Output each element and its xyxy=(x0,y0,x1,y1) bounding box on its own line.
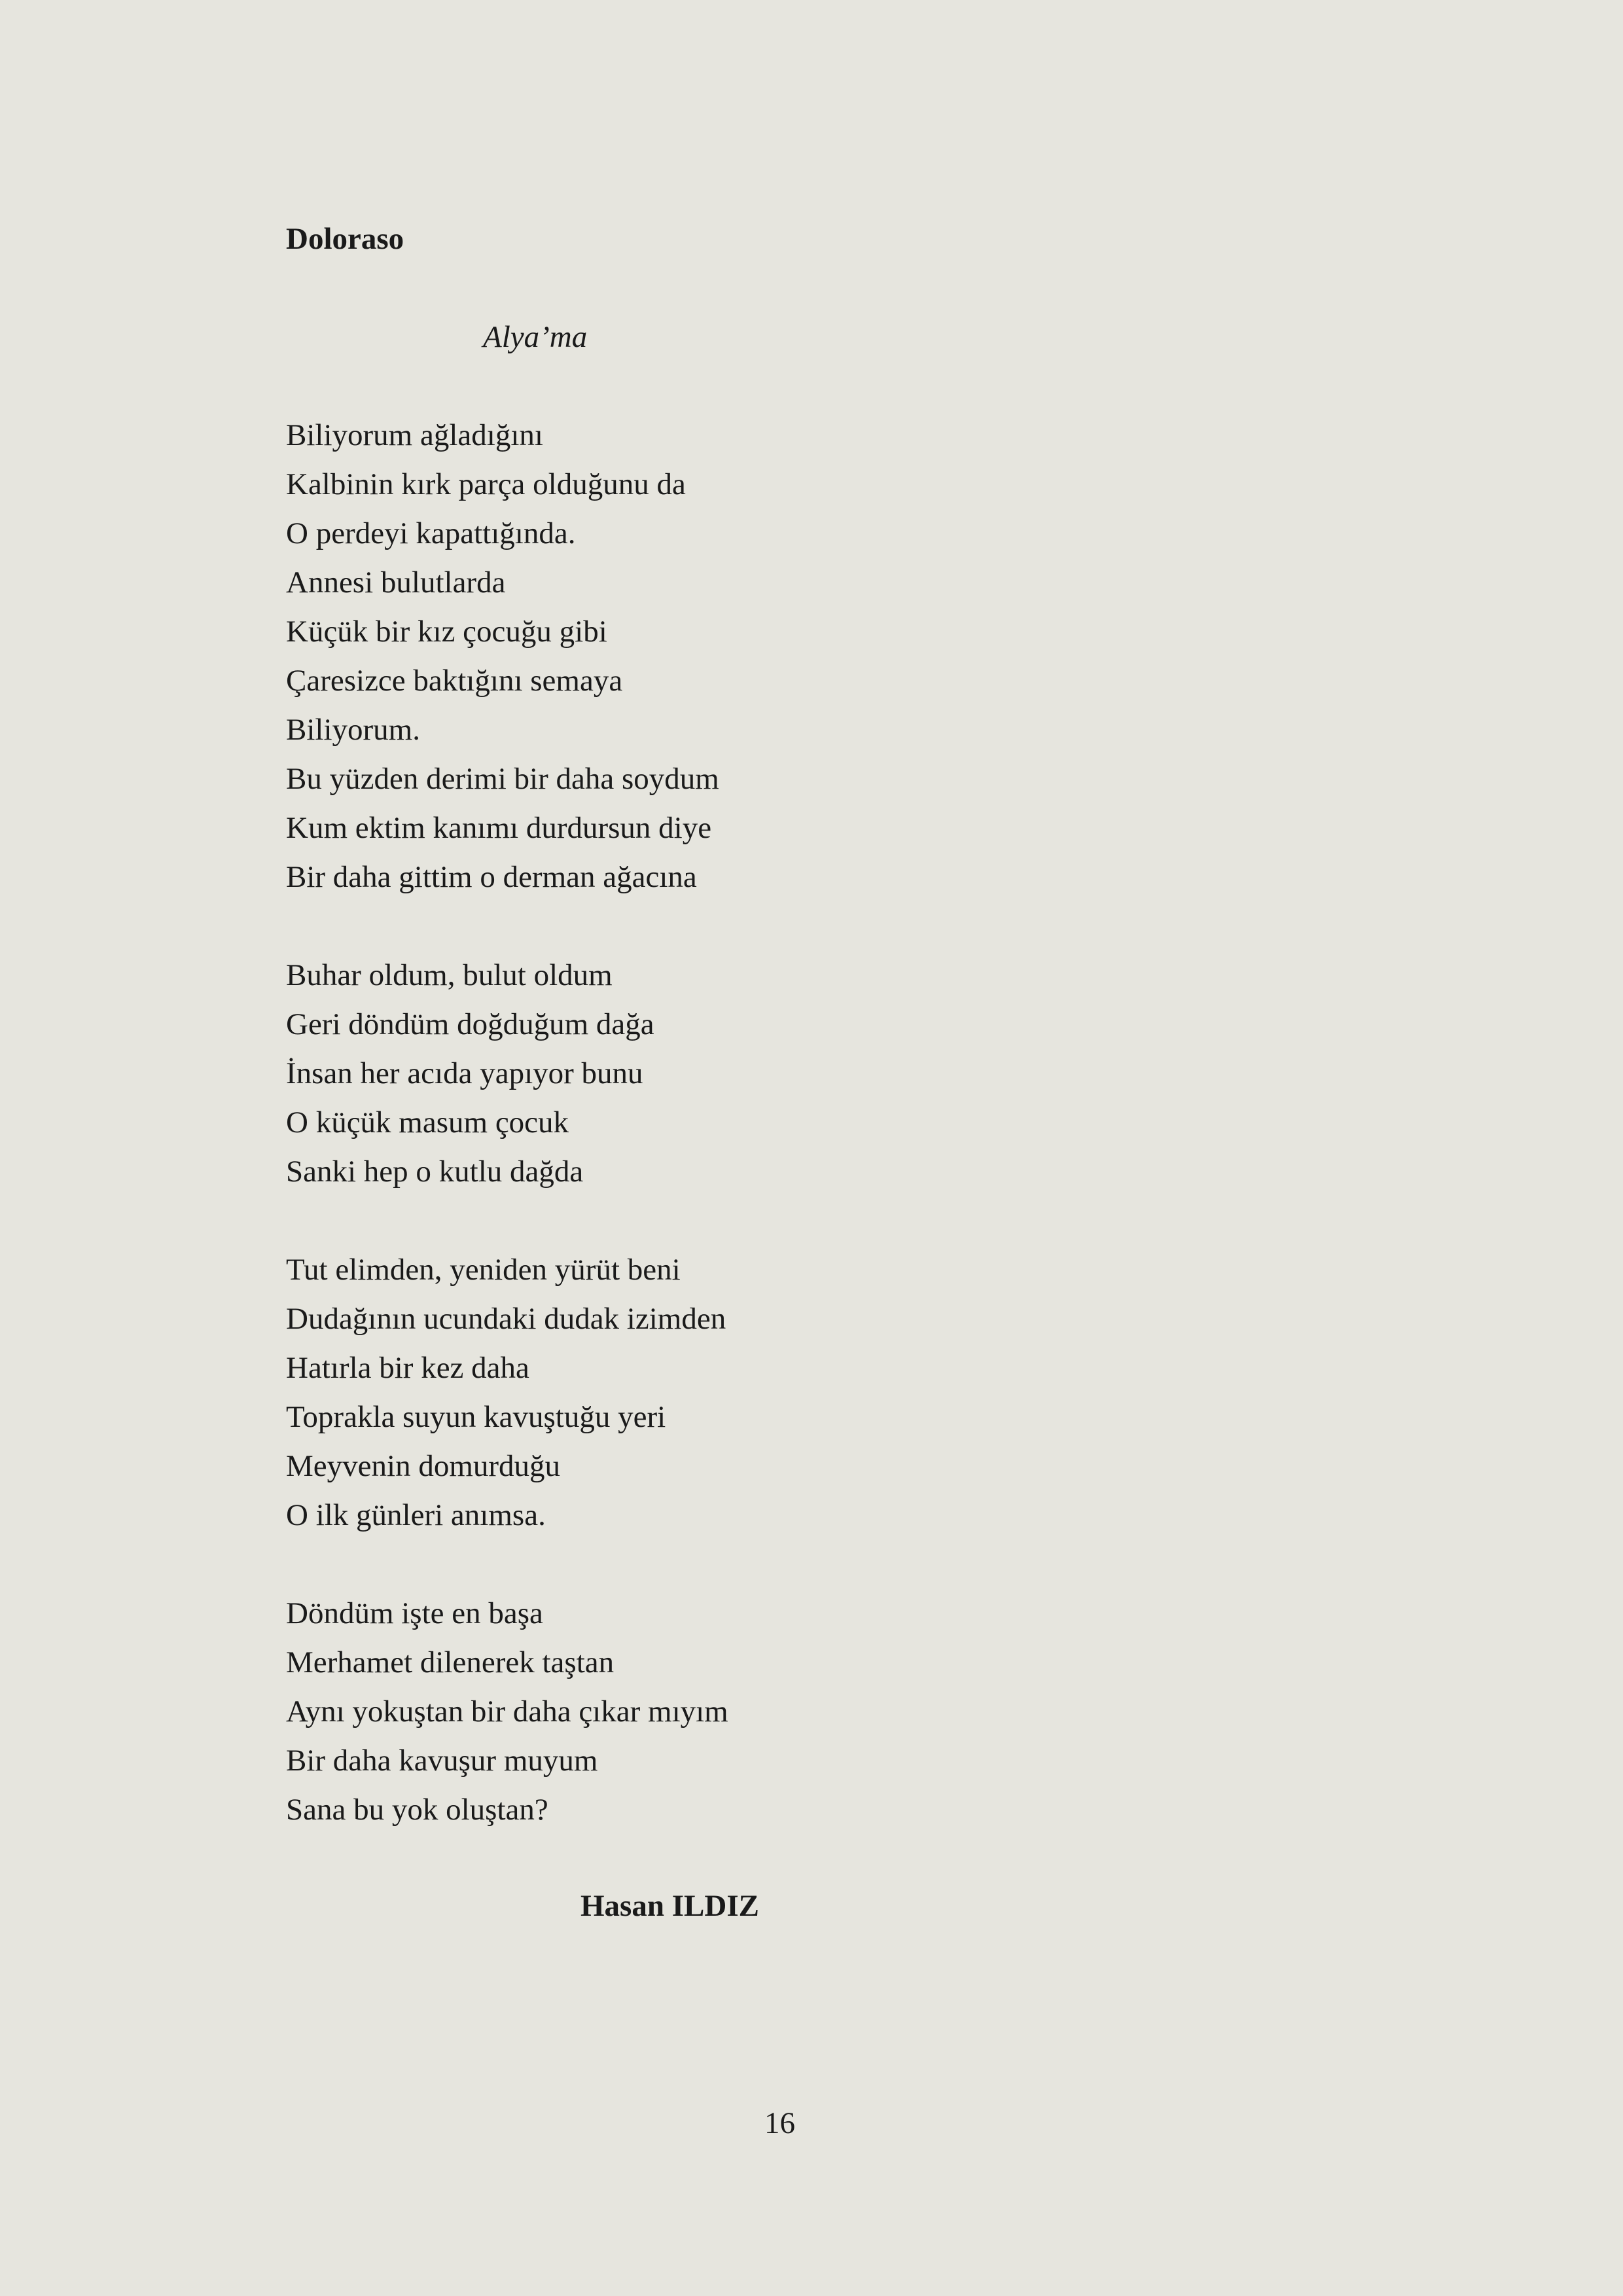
poem-line: Merhamet dilenerek taştan xyxy=(286,1645,615,1679)
poem-line: Geri döndüm doğduğum dağa xyxy=(286,1007,654,1041)
poem-line: Sana bu yok oluştan? xyxy=(286,1793,548,1827)
poem-line: Sanki hep o kutlu dağda xyxy=(286,1155,584,1189)
poem-line: O ilk günleri anımsa. xyxy=(286,1498,546,1532)
poem-line: Kum ektim kanımı durdursun diye xyxy=(286,811,712,845)
poem-body xyxy=(286,411,1202,1884)
poem-line: Dudağının ucundaki dudak izimden xyxy=(286,1302,726,1336)
poem-line: Tut elimden, yeniden yürüt beni xyxy=(286,1253,681,1287)
poem-dedication: Alya’ma xyxy=(483,320,588,354)
poem-line: Biliyorum ağladığını xyxy=(286,418,543,452)
poem-line: Küçük bir kız çocuğu gibi xyxy=(286,615,607,649)
poem-line: Meyvenin domurduğu xyxy=(286,1449,561,1483)
stanza-2 xyxy=(286,951,1202,1196)
stanza-1 xyxy=(286,411,1202,902)
poem-line: Çaresizce baktığını semaya xyxy=(286,664,623,698)
poem-line: Bir daha kavuşur muyum xyxy=(286,1744,598,1778)
poem-line: O perdeyi kapattığında. xyxy=(286,516,576,550)
poem-line: Bu yüzden derimi bir daha soydum xyxy=(286,762,719,796)
poem-line: Kalbinin kırk parça olduğunu da xyxy=(286,467,686,501)
poem-line: Buhar oldum, bulut oldum xyxy=(286,958,613,992)
stanza-4 xyxy=(286,1589,1202,1835)
poem-line: Aynı yokuştan bir daha çıkar mıyım xyxy=(286,1695,728,1729)
page-number: 16 xyxy=(764,2106,795,2140)
poem-title: Doloraso xyxy=(286,222,404,256)
poem-line: Döndüm işte en başa xyxy=(286,1596,543,1630)
poem-line: Biliyorum. xyxy=(286,713,420,747)
poem-line: Toprakla suyun kavuştuğu yeri xyxy=(286,1400,666,1434)
poem-line: Annesi bulutlarda xyxy=(286,565,506,600)
poem-line: O küçük masum çocuk xyxy=(286,1105,569,1139)
poem-line: Bir daha gittim o derman ağacına xyxy=(286,860,697,894)
poem-line: Hatırla bir kez daha xyxy=(286,1351,529,1385)
poem-line: İnsan her acıda yapıyor bunu xyxy=(286,1056,643,1090)
stanza-3 xyxy=(286,1246,1202,1540)
poem-author: Hasan ILDIZ xyxy=(580,1889,759,1923)
